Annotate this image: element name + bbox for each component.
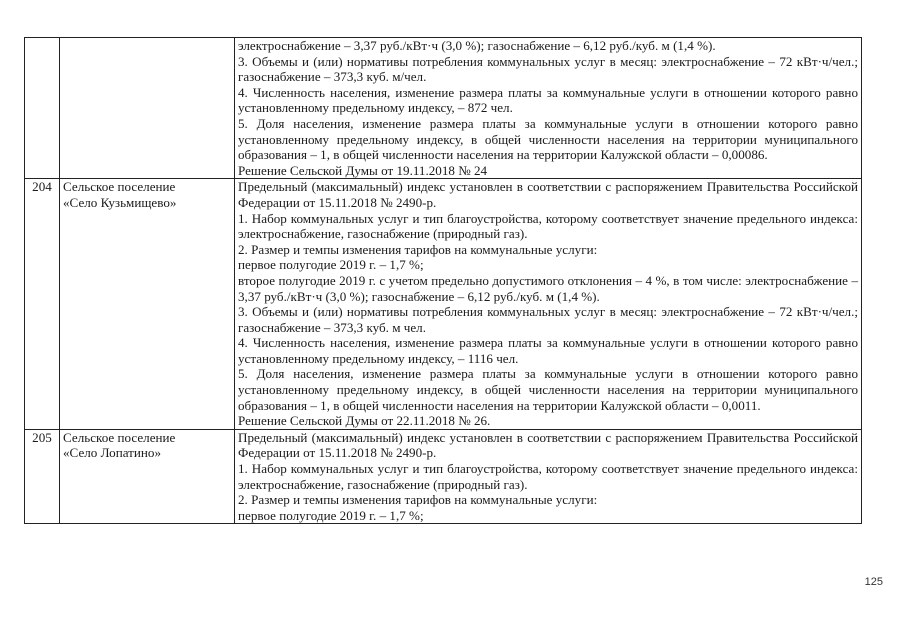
row-content xyxy=(235,38,862,179)
content-paragraph: 2. Размер и темпы изменения тарифов на коммунальные услуги: xyxy=(238,492,598,508)
settlement-name-line: «Село Лопатино» xyxy=(63,445,162,461)
decision-reference: Решение Сельской Думы от 19.11.2018 № 24 xyxy=(238,162,488,178)
row-number xyxy=(25,38,60,179)
document-table xyxy=(24,37,862,524)
settlement-name-line: Сельское поселение xyxy=(63,429,176,445)
settlement-name xyxy=(60,179,235,430)
settlement-name-line: «Село Кузьмищево» xyxy=(63,194,177,210)
content-paragraph: 1. Набор коммунальных услуг и тип благоустройства, которому соответствует значение предельного индекса: электроснабжение, газоснабжение (природный газ). xyxy=(238,210,858,242)
content-paragraph: первое полугодие 2019 г. – 1,7 %; xyxy=(238,507,424,523)
row-content xyxy=(235,179,862,430)
decision-reference: Решение Сельской Думы от 22.11.2018 № 26. xyxy=(238,413,491,429)
content-paragraph: 3. Объемы и (или) нормативы потребления коммунальных услуг в месяц: электроснабжение – 72 кВт·ч/чел.; газоснабжение – 373,3 куб. м чел. xyxy=(238,304,858,335)
content-paragraph: первое полугодие 2019 г. – 1,7 %; xyxy=(238,257,424,273)
page-number: 125 xyxy=(864,576,883,588)
content-paragraph: 2. Размер и темпы изменения тарифов на коммунальные услуги: xyxy=(238,241,598,257)
table-row xyxy=(25,179,862,430)
content-paragraph: электроснабжение – 3,37 руб./кВт·ч (3,0 %); газоснабжение – 6,12 руб./куб. м (1,4 %). xyxy=(238,38,716,53)
content-paragraph: 4. Численность населения, изменение размера платы за коммунальные услуги в отношении которого равно установленному предельному индексу, – 1116 чел. xyxy=(238,335,858,366)
content-paragraph: второе полугодие 2019 г. с учетом предельно допустимого отклонения – 4 %, в том числе: электроснабжение – 3,37 руб./кВт·ч (3,0 %); газоснабжение – 6,12 руб./куб. м (1,4 %). xyxy=(238,272,858,304)
settlement-name xyxy=(60,429,235,524)
content-paragraph: 5. Доля населения, изменение размера платы за коммунальные услуги в отношении которого равно установленному предельному индексу, в общей численности населения на территории муниципального образования – 1, в общей численности населения на территории Калужской области – 0,0011. xyxy=(238,366,858,413)
row-number: 205 xyxy=(25,429,60,524)
settlement-name xyxy=(60,38,235,179)
row-number: 204 xyxy=(25,179,60,430)
settlement-name-line: Сельское поселение xyxy=(63,179,176,195)
content-paragraph: Предельный (максимальный) индекс установлен в соответствии с распоряжением Правительства Российской Федерации от 15.11.2018 № 2490-р. xyxy=(238,179,858,210)
content-paragraph: Предельный (максимальный) индекс установлен в соответствии с распоряжением Правительства Российской Федерации от 15.11.2018 № 2490-р. xyxy=(238,429,858,461)
content-paragraph: 1. Набор коммунальных услуг и тип благоустройства, которому соответствует значение предельного индекса: электроснабжение, газоснабжение (природный газ). xyxy=(238,461,858,492)
table-row xyxy=(25,38,862,179)
table-row xyxy=(25,429,862,524)
content-paragraph: 3. Объемы и (или) нормативы потребления коммунальных услуг в месяц: электроснабжение – 72 кВт·ч/чел.; газоснабжение – 373,3 куб. м/чел. xyxy=(238,53,858,85)
row-content xyxy=(235,429,862,524)
content-paragraph: 4. Численность населения, изменение размера платы за коммунальные услуги в отношении которого равно установленному предельному индексу, – 872 чел. xyxy=(238,84,858,116)
content-paragraph: 5. Доля населения, изменение размера платы за коммунальные услуги в отношении которого равно установленному предельному индексу, в общей численности населения на территории муниципального образования – 1, в общей численности населения на территории Калужской области – 0,00086. xyxy=(238,115,858,163)
